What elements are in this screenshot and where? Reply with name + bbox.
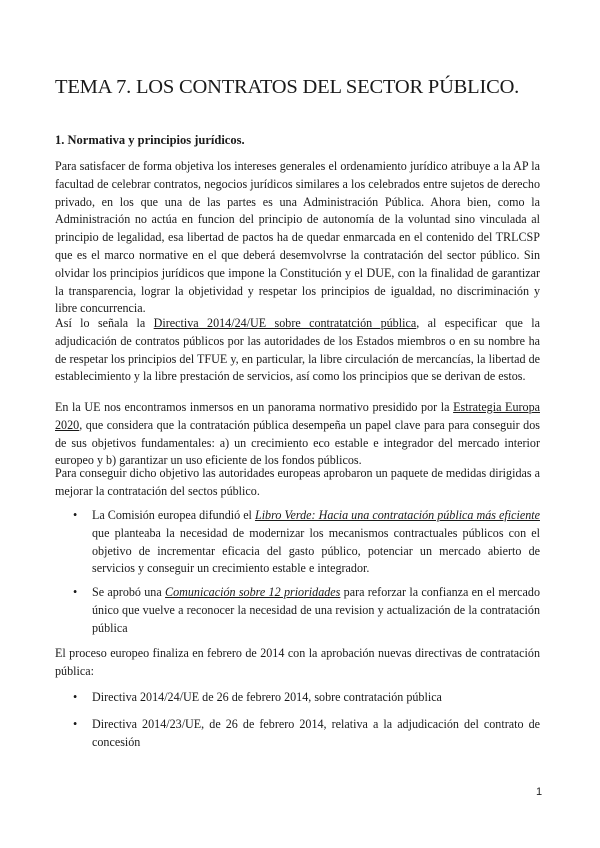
bullet-icon: • [73, 585, 78, 599]
page-title: TEMA 7. LOS CONTRATOS DEL SECTOR PÚBLICO. [55, 76, 520, 98]
page-number: 1 [536, 786, 543, 798]
bullet-libro-verde-pre: La Comisión europea difundió el [92, 508, 255, 522]
section-heading: 1. Normativa y principios jurídicos. [55, 133, 245, 147]
list-item [55, 689, 540, 707]
paragraph-estrategia [55, 399, 540, 470]
bullet-list-directivas [55, 689, 540, 707]
paragraph-directiva-pre: Así lo señala la [55, 316, 154, 330]
bullet-directiva-23: Directiva 2014/23/UE, de 26 de febrero 2014, relativa a la adjudicación del contrato de concesión [92, 717, 540, 749]
bullet-list-comunicacion [55, 584, 540, 637]
bullet-list-medidas [55, 507, 540, 578]
list-item [55, 584, 540, 637]
paragraph-directiva-post: , al especificar que la adjudicación de contratos públicos por las autoridades de los Estados miembros o en su nombre ha de respetar los principios del TFUE y, en particular, la libre circulación de mercancías, la libertad de establecimiento y la libre prestación de servicios, así como los principios que se derivan de estos. [55, 316, 540, 384]
link-libro-verde[interactable]: Libro Verde: Hacia una contratación pública más eficiente [254, 508, 540, 522]
paragraph-intro-text: Para satisfacer de forma objetiva los intereses generales el ordenamiento jurídico atribuye a la AP la facultad de celebrar contratos, negocios jurídicos similares a los celebrados entre sujetos de derecho privado, en los que una de las partes es una Administración Pública. Ahora bien, como la Administración no actúa en funcion del principio de autonomía de la voluntad sino vinculada al principio de legalidad, esa libertad de pactos ha de quedar enmarcada en el contenido del TRLCSP que es el marco normative en el que deberá desemvolvrse la contratación del sector público. Sin olvidar los principios jurídicos que impone la Constitución y el DUE, con la finalidad de garantizar la transparencia, lograr la objetividad y respetar los principios de igualdad, no discriminación y libre concurrencia. [55, 159, 540, 316]
bullet-comunicacion-post: para reforzar la confianza en el mercado único que vuelve a reconocer la necesidad de una revision y actualización de la contratación pública [92, 585, 540, 635]
paragraph-proceso [55, 645, 540, 681]
link-comunicacion-12-prioridades[interactable]: Comunicación sobre 12 prioridades [165, 585, 341, 599]
bullet-list-directivas-2 [55, 716, 540, 752]
paragraph-medidas-text: Para conseguir dicho objetivo las autoridades europeas aprobaron un paquete de medidas dirigidas a mejorar la contratación del sectos público. [55, 466, 540, 498]
bullet-directiva-24: Directiva 2014/24/UE de 26 de febrero 2014, sobre contratación pública [92, 690, 442, 704]
list-item [55, 716, 540, 752]
bullet-icon: • [73, 690, 78, 704]
paragraph-directiva [55, 315, 540, 386]
paragraph-estrategia-post: , que considera que la contratación pública desempeña un papel clave para para conseguir dos de sus objetivos fundamentales: a) un crecimiento eco estable e integrador del mercado interior europeo y b) garantizar un uso eficiente de los fondos públicos. [55, 417, 540, 468]
link-estrategia-europa-2020[interactable]: Estrategia Europa 2020 [55, 400, 540, 432]
paragraph-estrategia-pre: En la UE nos encontramos inmersos en un panorama normativo presidido por la [55, 400, 454, 414]
paragraph-proceso-text: El proceso europeo finaliza en febrero de 2014 con la aprobación nuevas directivas de contratación pública: [55, 646, 540, 678]
paragraph-medidas [55, 465, 540, 501]
bullet-icon: • [73, 508, 78, 522]
bullet-icon: • [73, 717, 78, 731]
link-directiva-2014-24[interactable]: Directiva 2014/24/UE sobre contratatción pública [153, 316, 417, 330]
bullet-libro-verde-post: que planteaba la necesidad de modernizar los mecanismos contractuales públicos con el objetivo de incrementar eficacia del gasto público, potenciar un mercado abierto de servicios y conseguir un crecimiento estable e integrador. [92, 525, 540, 576]
bullet-comunicacion-pre: Se aprobó una [92, 585, 166, 599]
list-item [55, 507, 540, 578]
paragraph-intro [55, 158, 540, 318]
